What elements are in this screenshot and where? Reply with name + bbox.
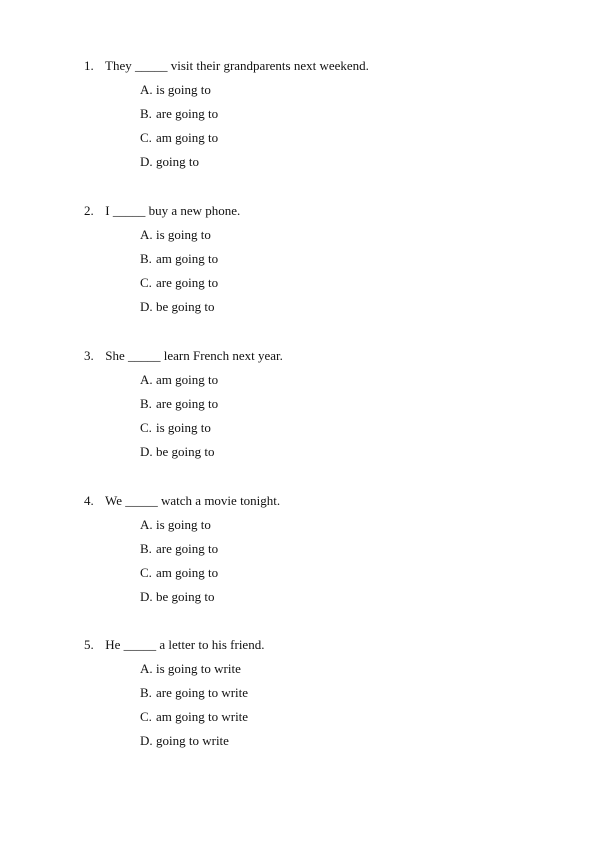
- option-letter: C.: [140, 420, 152, 435]
- option-c[interactable]: [84, 561, 564, 585]
- option-text: are going to write: [156, 685, 249, 700]
- option-c[interactable]: [84, 416, 564, 440]
- option-text: is going to write: [156, 661, 241, 676]
- option-text: am going to: [156, 372, 219, 387]
- question-text: I _____ buy a new phone.: [105, 203, 241, 218]
- question-4: [84, 489, 564, 609]
- option-list: [84, 513, 564, 609]
- option-a[interactable]: [84, 78, 564, 102]
- option-text: am going to write: [156, 709, 249, 724]
- option-letter: A.: [140, 227, 153, 242]
- question-number: 4.: [84, 493, 94, 508]
- question-text: We _____ watch a movie tonight.: [105, 493, 281, 508]
- option-letter: A.: [140, 517, 153, 532]
- option-text: going to write: [156, 733, 229, 748]
- option-letter: A.: [140, 372, 153, 387]
- option-text: are going to: [156, 106, 219, 121]
- option-letter: D.: [140, 299, 153, 314]
- option-b[interactable]: [84, 102, 564, 126]
- option-c[interactable]: [84, 705, 564, 729]
- option-a[interactable]: [84, 223, 564, 247]
- option-letter: A.: [140, 82, 153, 97]
- option-d[interactable]: [84, 440, 564, 464]
- question-text: They _____ visit their grandparents next weekend.: [105, 58, 369, 73]
- option-c[interactable]: [84, 271, 564, 295]
- option-text: is going to: [156, 227, 211, 242]
- option-d[interactable]: [84, 150, 564, 174]
- question-stem: [84, 54, 564, 78]
- option-d[interactable]: [84, 295, 564, 319]
- option-a[interactable]: [84, 513, 564, 537]
- question-text: He _____ a letter to his friend.: [105, 637, 265, 652]
- option-b[interactable]: [84, 681, 564, 705]
- option-list: [84, 368, 564, 464]
- option-letter: C.: [140, 565, 152, 580]
- option-text: is going to: [156, 82, 211, 97]
- question-number: 3.: [84, 348, 94, 363]
- option-letter: B.: [140, 251, 152, 266]
- option-b[interactable]: [84, 392, 564, 416]
- option-a[interactable]: [84, 657, 564, 681]
- question-5: [84, 633, 564, 753]
- option-b[interactable]: [84, 537, 564, 561]
- option-b[interactable]: [84, 247, 564, 271]
- option-text: are going to: [156, 541, 219, 556]
- option-letter: B.: [140, 106, 152, 121]
- question-number: 2.: [84, 203, 94, 218]
- option-list: [84, 78, 564, 174]
- option-d[interactable]: [84, 585, 564, 609]
- question-text: She _____ learn French next year.: [105, 348, 283, 363]
- option-text: are going to: [156, 275, 219, 290]
- option-letter: B.: [140, 396, 152, 411]
- option-text: going to: [156, 154, 199, 169]
- question-stem: [84, 489, 564, 513]
- option-text: is going to: [156, 517, 211, 532]
- option-letter: C.: [140, 275, 152, 290]
- question-number: 1.: [84, 58, 94, 73]
- option-letter: B.: [140, 541, 152, 556]
- option-list: [84, 657, 564, 753]
- option-letter: D.: [140, 589, 153, 604]
- option-text: am going to: [156, 130, 219, 145]
- option-text: are going to: [156, 396, 219, 411]
- question-stem: [84, 633, 564, 657]
- question-2: [84, 199, 564, 319]
- option-letter: D.: [140, 444, 153, 459]
- option-text: be going to: [156, 444, 215, 459]
- option-d[interactable]: [84, 729, 564, 753]
- option-letter: C.: [140, 709, 152, 724]
- option-text: is going to: [156, 420, 211, 435]
- question-3: [84, 344, 564, 464]
- option-a[interactable]: [84, 368, 564, 392]
- question-stem: [84, 199, 564, 223]
- option-letter: D.: [140, 154, 153, 169]
- question-stem: [84, 344, 564, 368]
- option-text: am going to: [156, 251, 219, 266]
- option-letter: B.: [140, 685, 152, 700]
- option-text: be going to: [156, 589, 215, 604]
- option-letter: A.: [140, 661, 153, 676]
- option-letter: C.: [140, 130, 152, 145]
- option-letter: D.: [140, 733, 153, 748]
- question-number: 5.: [84, 637, 94, 652]
- option-list: [84, 223, 564, 319]
- option-c[interactable]: [84, 126, 564, 150]
- option-text: be going to: [156, 299, 215, 314]
- option-text: am going to: [156, 565, 219, 580]
- question-1: [84, 54, 564, 174]
